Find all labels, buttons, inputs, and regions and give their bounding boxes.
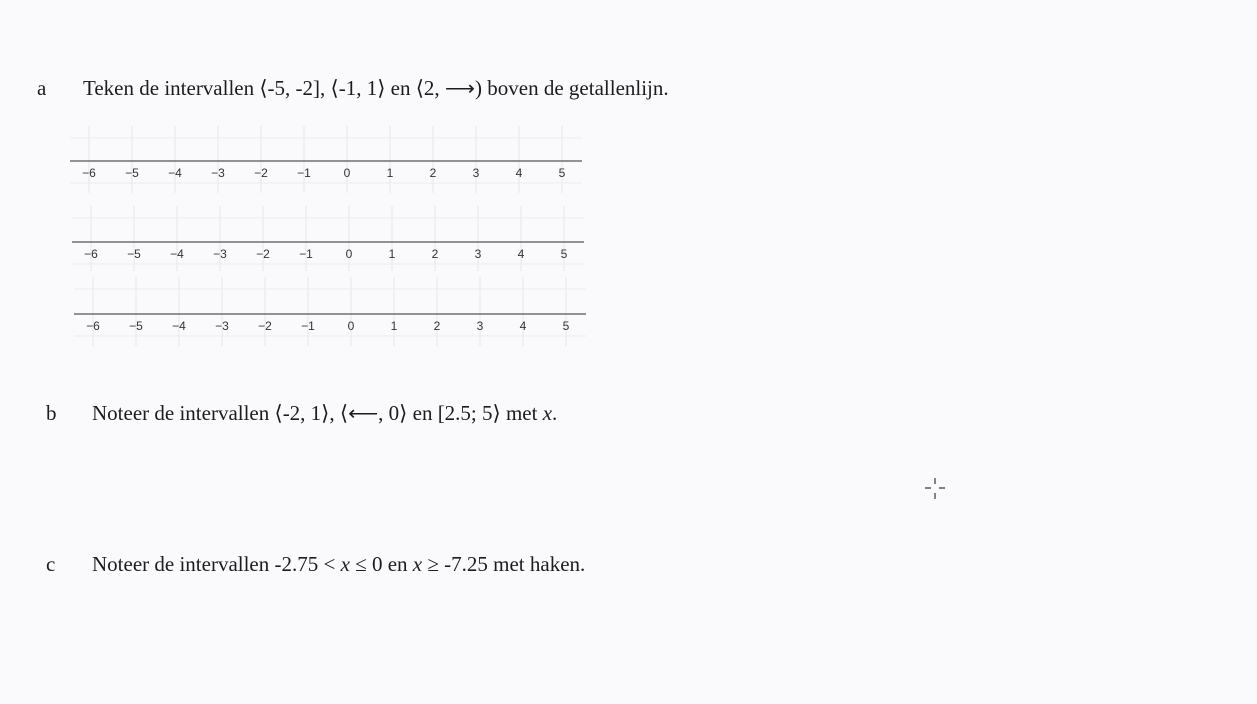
tick-label: −4 [168, 166, 182, 180]
tick-label: 5 [562, 319, 570, 333]
number-line-3 [74, 277, 586, 346]
exercise-c-text: Noteer de intervallen -2.75 < x ≤ 0 en x ≥ -7.25 met haken. [92, 552, 586, 576]
tick-label: 1 [390, 319, 398, 333]
tick-label: 5 [560, 247, 568, 261]
tick-label: −5 [127, 247, 141, 261]
tick-label: −3 [213, 247, 227, 261]
tick-label: 1 [388, 247, 396, 261]
tick-label: 2 [433, 319, 441, 333]
tick-label: 3 [476, 319, 484, 333]
tick-label: −6 [82, 166, 96, 180]
tick-label: 4 [517, 247, 525, 261]
tick-label: 0 [347, 319, 355, 333]
exercise-b-letter: b [46, 401, 57, 425]
tick-label: −4 [170, 247, 184, 261]
exercise-a-letter: a [37, 76, 47, 100]
tick-label: −4 [172, 319, 186, 333]
tick-label: 3 [474, 247, 482, 261]
move-crosshair-icon [922, 476, 948, 502]
tick-label: 3 [472, 166, 480, 180]
tick-label: 4 [519, 319, 527, 333]
exercise-b-text: Noteer de intervallen ⟨-2, 1⟩, ⟨⟵, 0⟩ en [2.5; 5⟩ met x. [92, 401, 558, 425]
tick-label: −1 [299, 247, 313, 261]
tick-label: −6 [84, 247, 98, 261]
tick-label: 0 [343, 166, 351, 180]
tick-label: −1 [297, 166, 311, 180]
tick-label: 1 [386, 166, 394, 180]
number-line-1 [70, 126, 582, 193]
tick-label: 0 [345, 247, 353, 261]
tick-label: −3 [215, 319, 229, 333]
exercise-c-letter: c [46, 552, 56, 576]
tick-label: −5 [129, 319, 143, 333]
tick-label: 5 [558, 166, 566, 180]
number-line-2 [72, 206, 584, 271]
tick-label: 2 [431, 247, 439, 261]
tick-label: −6 [86, 319, 100, 333]
tick-label: 4 [515, 166, 523, 180]
tick-label: −1 [301, 319, 315, 333]
tick-label: −2 [258, 319, 272, 333]
tick-label: −2 [254, 166, 268, 180]
tick-label: −5 [125, 166, 139, 180]
tick-label: −2 [256, 247, 270, 261]
exercise-a-text: Teken de intervallen ⟨-5, -2], ⟨-1, 1⟩ en ⟨2, ⟶) boven de getallenlijn. [83, 76, 669, 100]
tick-label: −3 [211, 166, 225, 180]
tick-label: 2 [429, 166, 437, 180]
